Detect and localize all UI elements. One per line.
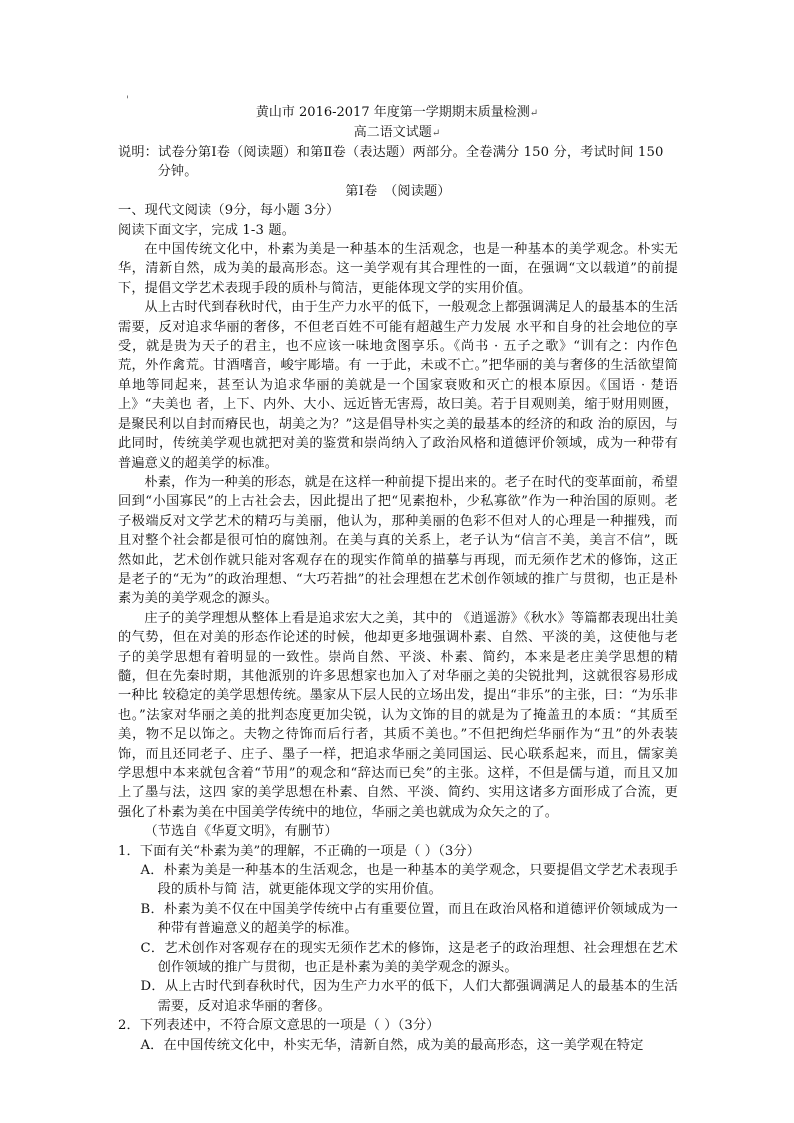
question-option: B．朴素为美不仅在中国美学传统中占有重要位置，而且在政治风格和道德评价领域成为一种带有普遍意义的超美学的标准。 xyxy=(140,901,678,937)
passage-paragraph: 在中国传统文化中，朴素为美是一种基本的生活观念，也是一种基本的美学观念。朴实无华，清新自然，成为美的最高形态。这一美学观有其合理性的一面，在强调“文以载道”的前提下，提倡文学艺术表现手段的质朴与简洁，更能体现文学的实用价值。 xyxy=(118,242,678,296)
passage-paragraph: 朴素，作为一种美的形态，就是在这样一种前提下提出来的。老子在时代的变革面前，希望回到“小国寡民”的上古社会去，因此提出了把“见素抱朴，少私寡欲”作为一种治国的原则。老子极端反对文学艺术的精巧与美丽，他认为，那种美丽的色彩不但对人的心理是一种摧残，而且对整个社会都是很可怕的腐蚀剂。在美与真的关系上，老子认为“信言不美，美言不信”，既然如此，艺术创作就只能对客观存在的现实作简单的描摹与再现，而无须作艺术的修饰，这正是老子的“无为”的政治理想、“大巧若拙”的社会理想在艺术创作领域的推广与贯彻，也正是朴素为美的美学观念的源头。 xyxy=(118,474,678,607)
question-option: D．从上古时代到春秋时代，因为生产力水平的低下，人们大都强调满足人的最基本的生活需要，反对追求华丽的奢侈。 xyxy=(140,979,678,1014)
question-stem: 2．下列表述中，不符合原文意思的一项是（ ）（3分） xyxy=(118,1018,440,1034)
exam-title xyxy=(0,104,794,123)
passage-paragraph: 庄子的美学理想从整体上看是追求宏大之美，其中的 《逍遥游》《秋水》等篇都表现出壮美的气势，但在对美的形态作论述的时候，他却更多地强调朴素、自然、平淡的美，这使他与老子的美学思想有着明显的一致性。崇尚自然、平淡、朴素、简约，本来是老庄美学思想的精髓，但在先秦时期，其他派别的许多思想家也加入了对华丽之美的尖锐批判，这就很容易形成一种比 较稳定的美学思想传统。墨家从下层人民的立场出发，提出“非乐”的主张，曰：“为乐非也。”法家对华丽之美的批判态度更加尖锐，认为文饰的目的就是为了掩盖丑的本质：“其质至美，物不足以饰之。夫物之待饰而后行者，其质不美也。”不但把绚烂华丽作为“丑”的外表装饰，而且还同老子、庄子、墨子一样，把追求华丽之美同国运、民心联系起来，而且，儒家美学思想中本来就包含着“节用”的观念和“辞达而已矣”的主张。这样，不但是儒与道，而且又加上了墨与法，这四 家的美学思想在朴素、自然、平淡、简约、实用这诸多方面形成了合流，更强化了朴素为美在中国美学传统中的地位，华丽之美也就成为众矢之的了。 xyxy=(118,610,678,820)
paragraph-mark-icon: ↵ xyxy=(529,108,539,119)
paragraph-mark-icon: ↵ xyxy=(431,128,441,139)
section-heading: 一、现代文阅读（9分，每小题 3分） xyxy=(118,203,340,219)
part-title: 第Ⅰ卷 （阅读题） xyxy=(345,183,451,199)
question-option: C．艺术创作对客观存在的现实无须作艺术的修饰，这是老子的政治理想、社会理想在艺术创作领域的推广与贯彻，也正是朴素为美的美学观念的源头。 xyxy=(140,940,678,976)
exam-content xyxy=(118,143,678,1055)
source-note: （节选自《华夏文明》，有删节） xyxy=(144,824,338,840)
section-instruction: 阅读下面文字，完成 1-3 题。 xyxy=(118,222,296,238)
passage-paragraph: 从上古时代到春秋时代，由于生产力水平的低下，一般观念上都强调满足人的最基本的生活需要，反对追求华丽的奢侈，不但老百姓不可能有超越生产力发展 水平和自身的社会地位的享受，就是贵为天子的君主，也不应该一味地贪图享乐。《尚书 · 五子之歌》“训有之：内作色荒，外作禽荒。甘酒嗜音，峻宇彫墙。有 一于此，未或不亡。”把华丽的美与奢侈的生活欲望简单地等同起来，甚至认为追求华丽的美就是一个国家衰败和灭亡的根本原因。《国语 · 楚语上》“夫美也 者，上下、内外、大小、远近皆无害焉，故曰美。若于目观则美，缩于财用则匮，是聚民利以自封而瘠民也，胡美之为？”这是倡导朴实之美的最基本的经济的和政 治的原因，与此同时，传统美学观也就把对美的鉴赏和崇尚纳入了政治风格和道德评价领域，成为一种带有普遍意义的超美学的标准。 xyxy=(118,300,678,471)
exam-note: 说明：试卷分第Ⅰ卷（阅读题）和第Ⅱ卷（表达题）两部分。全卷满分 150 分，考试时间 150 分钟。 xyxy=(118,145,664,180)
exam-subtitle xyxy=(0,124,794,143)
question-option: A．朴素为美是一种基本的生活观念，也是一种基本的美学观念，只要提倡文学艺术表现手段的质朴与简 洁，就更能体现文学的实用价值。 xyxy=(140,863,678,898)
exam-subtitle-text: 高二语文试题 xyxy=(353,125,432,140)
question-stem: 1．下面有关“朴素为美”的理解，不正确的一项是（ ）（3分） xyxy=(118,843,481,859)
question-option: A．在中国传统文化中，朴实无华，清新自然，成为美的最高形态，这一美学观在特定 xyxy=(140,1037,644,1053)
exam-title-text: 黄山市 2016-2017 年度第一学期期末质量检测 xyxy=(255,105,530,120)
corner-mark: ' xyxy=(126,95,129,106)
